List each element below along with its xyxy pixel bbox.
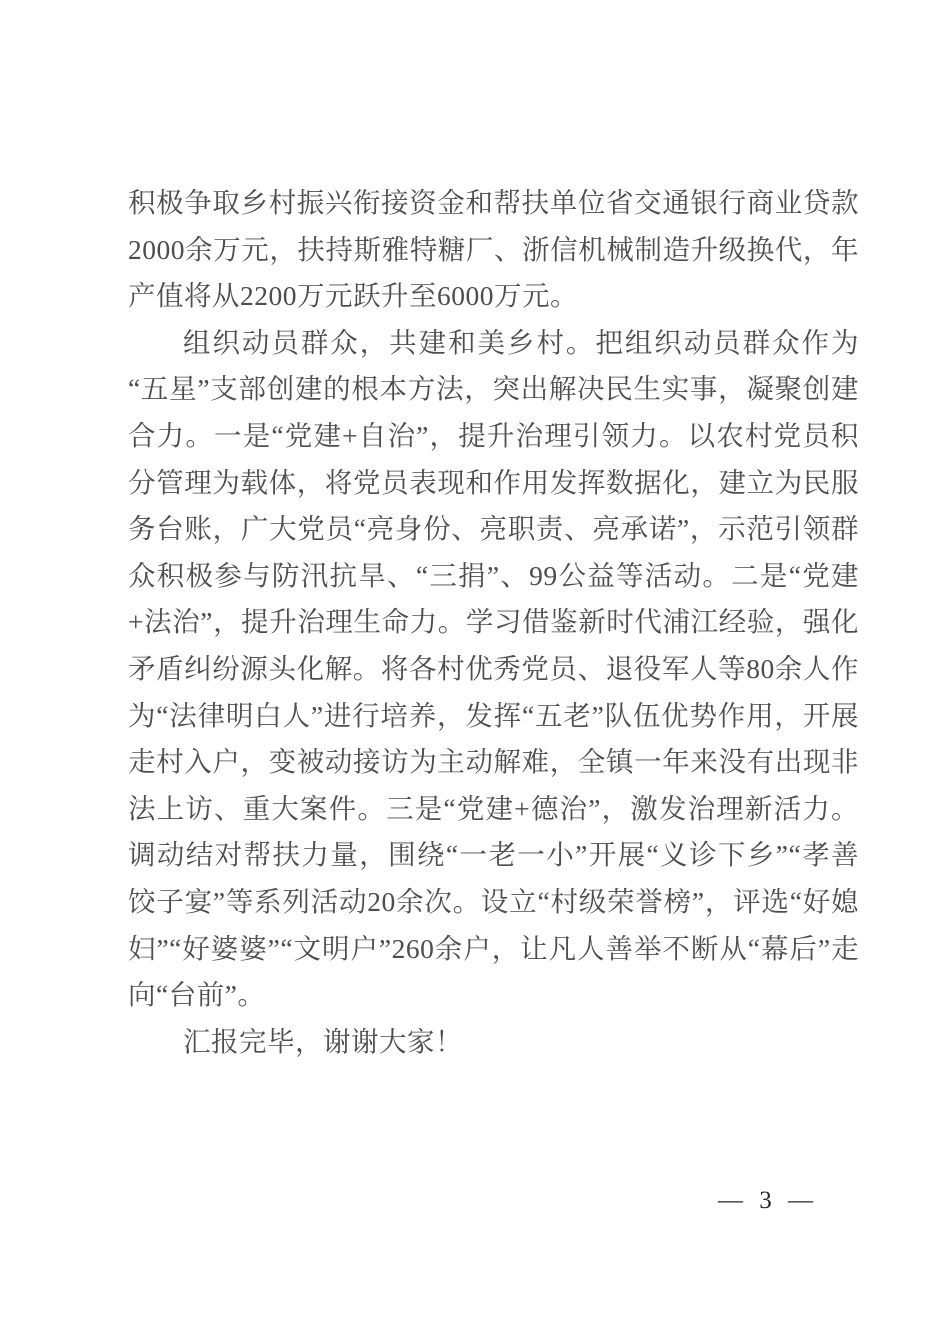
paragraph-closing: 汇报完毕，谢谢大家！ — [183, 1025, 463, 1057]
paragraph-organize-masses: 组织动员群众，共建和美乡村。把组织动员群众作为“五星”支部创建的根本方法，突出解决民生实事，凝聚创建合力。一是“党建+自治”，提升治理引领力。以农村党员积分管理为载体，将党员表现和作用发挥数据化，建立为民服务台账，广大党员“亮身份、亮职责、亮承诺”，示范引领群众积极参与防汛抗旱、“三捐”、99公益等活动。二是“党建+法治”，提升治理生命力。学习借鉴新时代浦江经验，强化矛盾纠纷源头化解。将各村优秀党员、退役军人等80余人作为“法律明白人”进行培养，发挥“五老”队伍优势作用，开展走村入户，变被动接访为主动解难，全镇一年来没有出现非法上访、重大案件。三是“党建+德治”，激发治理新活力。调动结对帮扶力量，围绕“一老一小”开展“义诊下乡”“孝善饺子宴”等系列活动20余次。设立“村级荣誉榜”，评选“好媳妇”“好婆婆”“文明户”260余户，让凡人善举不断从“幕后”走向“台前”。 — [128, 326, 859, 1011]
page-number: — 3 — — [718, 1187, 818, 1214]
document-body — [128, 180, 859, 1065]
paragraph-continuation: 积极争取乡村振兴衔接资金和帮扶单位省交通银行商业贷款2000余万元，扶持斯雅特糖厂、浙信机械制造升级换代，年产值将从2200万元跃升至6000万元。 — [128, 187, 859, 312]
